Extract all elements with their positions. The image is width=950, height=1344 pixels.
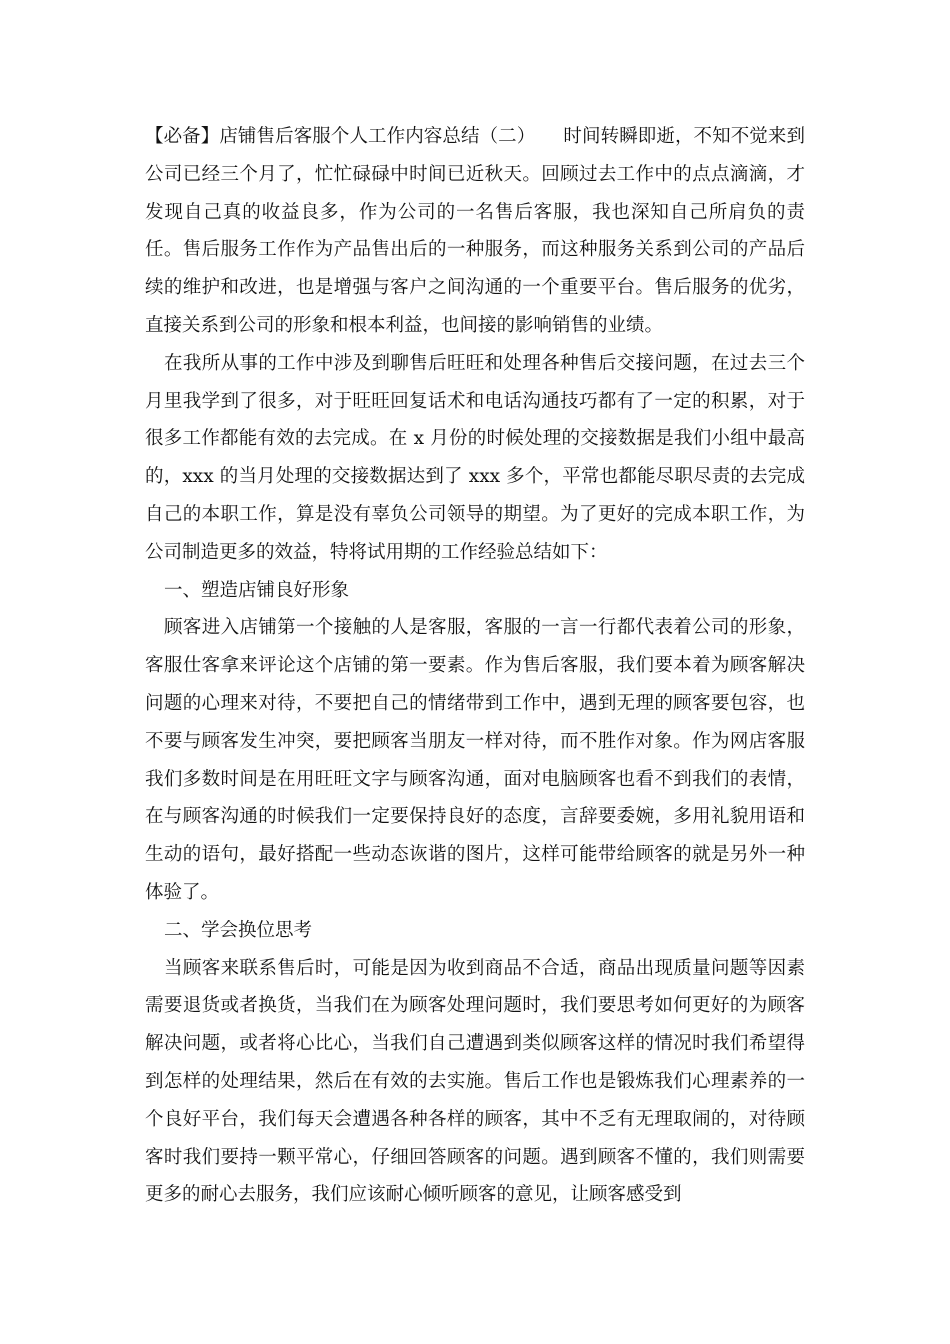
body-paragraph-shop-image: 顾客进入店铺第一个接触的人是客服，客服的一言一行都代表着公司的形象，客服仕客拿来评论这个店铺的第一要素。作为售后客服，我们要本着为顾客解决问题的心理来对待，不要把自己的情绪带到工作中，遇到无理的顾客要包容，也不要与顾客发生冲突，要把顾客当朋友一样对待，而不胜作对象。作为网店客服我们多数时间是在用旺旺文字与顾客沟通，面对电脑顾客也看不到我们的表情，在与顾客沟通的时候我们一定要保持良好的态度，言辞要委婉，多用礼貌用语和生动的语句，最好搭配一些动态诙谐的图片，这样可能带给顾客的就是另外一种体验了。: [145, 617, 805, 903]
body-paragraph-empathy: 当顾客来联系售后时，可能是因为收到商品不合适，商品出现质量问题等因素需要退货或者换货，当我们在为顾客处理问题时，我们要思考如何更好的为顾客解决问题，或者将心比心，当我们自己遭遇到类似顾客这样的情况时我们希望得到怎样的处理结果，然后在有效的去实施。售后工作也是锻炼我们心理素养的一个良好平台，我们每天会遭遇各种各样的顾客，其中不乏有无理取闹的，对待顾客时我们要持一颗平常心，仔细回答顾客的问题。遇到顾客不懂的，我们则需要更多的耐心去服务，我们应该耐心倾听顾客的意见，让顾客感受到: [145, 957, 805, 1206]
intro-paragraph: [145, 118, 805, 345]
section-heading-shop-image: 一、塑造店铺良好形象: [164, 579, 350, 601]
intro-text: 时间转瞬即逝，不知不觉来到公司已经三个月了，忙忙碌碌中时间已近秋天。回顾过去工作中的点点滴滴，才发现自己真的收益良多，作为公司的一名售后客服，我也深知自己所肩负的责任。售后服务工作作为产品售出后的一种服务，而这种服务关系到公司的产品后续的维护和改进，也是增强与客户之间沟通的一个重要平台。售后服务的优劣，直接关系到公司的形象和根本利益，也间接的影响销售的业绩。: [145, 126, 805, 336]
document-title: 【必备】店铺售后客服个人工作内容总结（二）: [145, 126, 536, 147]
document-body: [145, 118, 805, 1214]
body-paragraph-work-scope: 在我所从事的工作中涉及到聊售后旺旺和处理各种售后交接问题，在过去三个月里我学到了很多，对于旺旺回复话术和电话沟通技巧都有了一定的积累，对于很多工作都能有效的去完成。在 x 月份的时候处理的交接数据是我们小组中最高的，xxx 的当月处理的交接数据达到了 xxx 多个，平常也都能尽职尽责的去完成自己的本职工作，算是没有辜负公司领导的期望。为了更好的完成本职工作，为公司制造更多的效益，特将试用期的工作经验总结如下：: [145, 352, 805, 563]
section-heading-empathy: 二、学会换位思考: [164, 919, 313, 941]
